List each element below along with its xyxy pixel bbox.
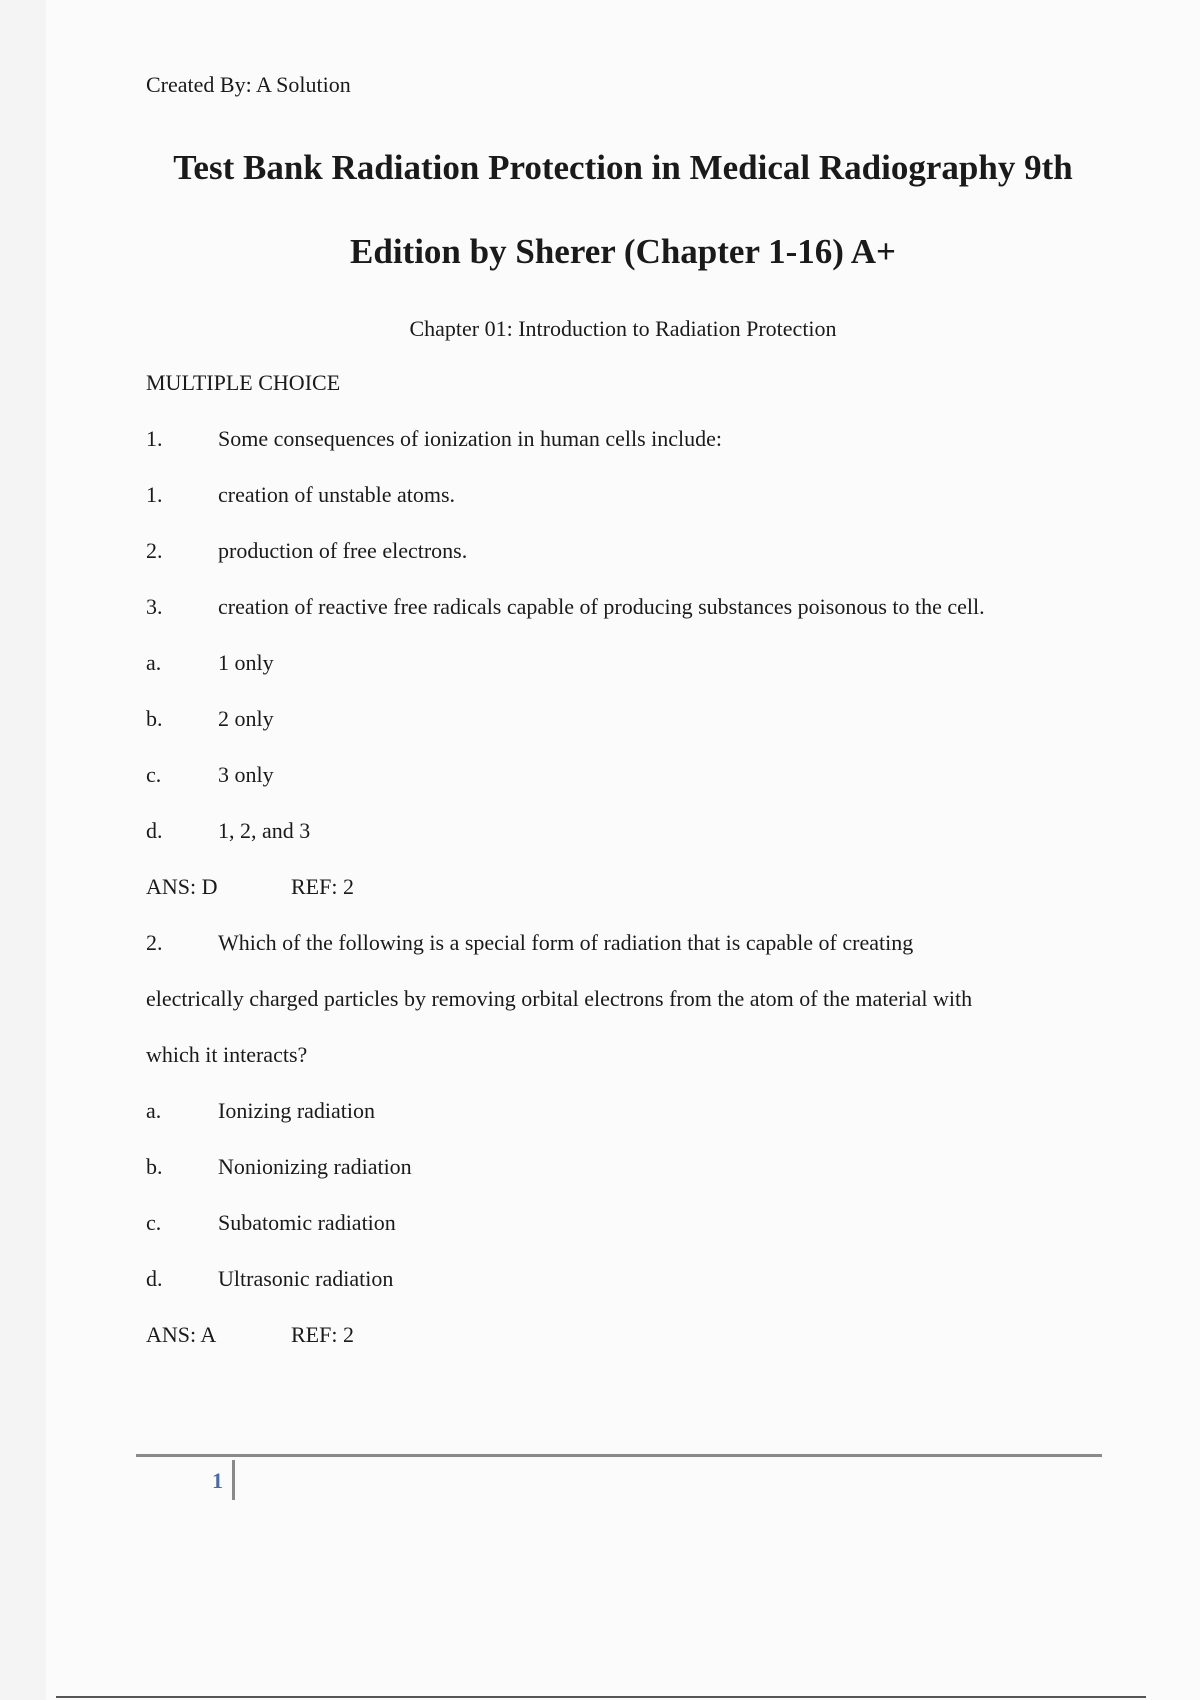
question-1-stem [146, 426, 722, 452]
option-letter: d. [146, 818, 163, 843]
option-text: Ultrasonic radiation [218, 1266, 394, 1291]
option-text: Ionizing radiation [218, 1098, 376, 1123]
option-text: Nonionizing radiation [218, 1154, 412, 1179]
page-number: 1 [212, 1468, 223, 1493]
reference-page: REF: 2 [291, 1322, 354, 1347]
answer-key: ANS: A [146, 1322, 217, 1347]
question-2-stem [146, 930, 913, 956]
question-1-option-a [146, 650, 274, 676]
footer-separator [232, 1460, 235, 1500]
answer-key: ANS: D [146, 874, 218, 899]
question-number: 1. [146, 426, 163, 451]
option-letter: a. [146, 650, 162, 675]
document-title-line-2: Edition by Sherer (Chapter 1-16) A+ [350, 232, 896, 271]
question-1-statement-2 [146, 538, 467, 564]
option-text: 1 only [218, 650, 274, 675]
statement-text: creation of unstable atoms. [218, 482, 456, 507]
question-2-option-a [146, 1098, 375, 1124]
statement-number: 3. [146, 594, 163, 619]
footer-rule [136, 1454, 1102, 1457]
option-text: 2 only [218, 706, 274, 731]
statement-number: 2. [146, 538, 163, 563]
question-2-stem-end: which it interacts? [146, 1042, 308, 1067]
section-heading: MULTIPLE CHOICE [146, 370, 341, 395]
statement-text: production of free electrons. [218, 538, 468, 563]
question-2-option-c [146, 1210, 396, 1236]
reference-page: REF: 2 [291, 874, 354, 899]
page-bottom-edge [56, 1696, 1146, 1698]
option-letter: d. [146, 1266, 163, 1291]
question-1-option-b [146, 706, 274, 732]
question-1-option-d [146, 818, 310, 844]
statement-number: 1. [146, 482, 163, 507]
document-title-line-1: Test Bank Radiation Protection in Medical Radiography 9th [173, 148, 1073, 187]
option-text: 3 only [218, 762, 274, 787]
question-2-answer [146, 1322, 354, 1348]
option-letter: b. [146, 706, 163, 731]
option-letter: c. [146, 1210, 162, 1235]
chapter-heading: Chapter 01: Introduction to Radiation Protection [409, 316, 837, 341]
option-letter: b. [146, 1154, 163, 1179]
question-text: Which of the following is a special form of radiation that is capable of creating [218, 930, 914, 955]
question-2-option-d [146, 1266, 393, 1292]
question-1-statement-1 [146, 482, 455, 508]
document-page [46, 0, 1200, 1700]
statement-text: creation of reactive free radicals capable of producing substances poisonous to the cell. [218, 594, 985, 619]
question-1-statement-3 [146, 594, 985, 620]
question-1-answer [146, 874, 354, 900]
created-by-line: Created By: A Solution [146, 72, 351, 97]
question-number: 2. [146, 930, 163, 955]
option-letter: a. [146, 1098, 162, 1123]
option-letter: c. [146, 762, 162, 787]
option-text: 1, 2, and 3 [218, 818, 311, 843]
question-2-stem-continued: electrically charged particles by removing orbital electrons from the atom of the material with [146, 986, 973, 1011]
question-2-option-b [146, 1154, 412, 1180]
option-text: Subatomic radiation [218, 1210, 396, 1235]
question-1-option-c [146, 762, 274, 788]
question-text: Some consequences of ionization in human cells include: [218, 426, 723, 451]
